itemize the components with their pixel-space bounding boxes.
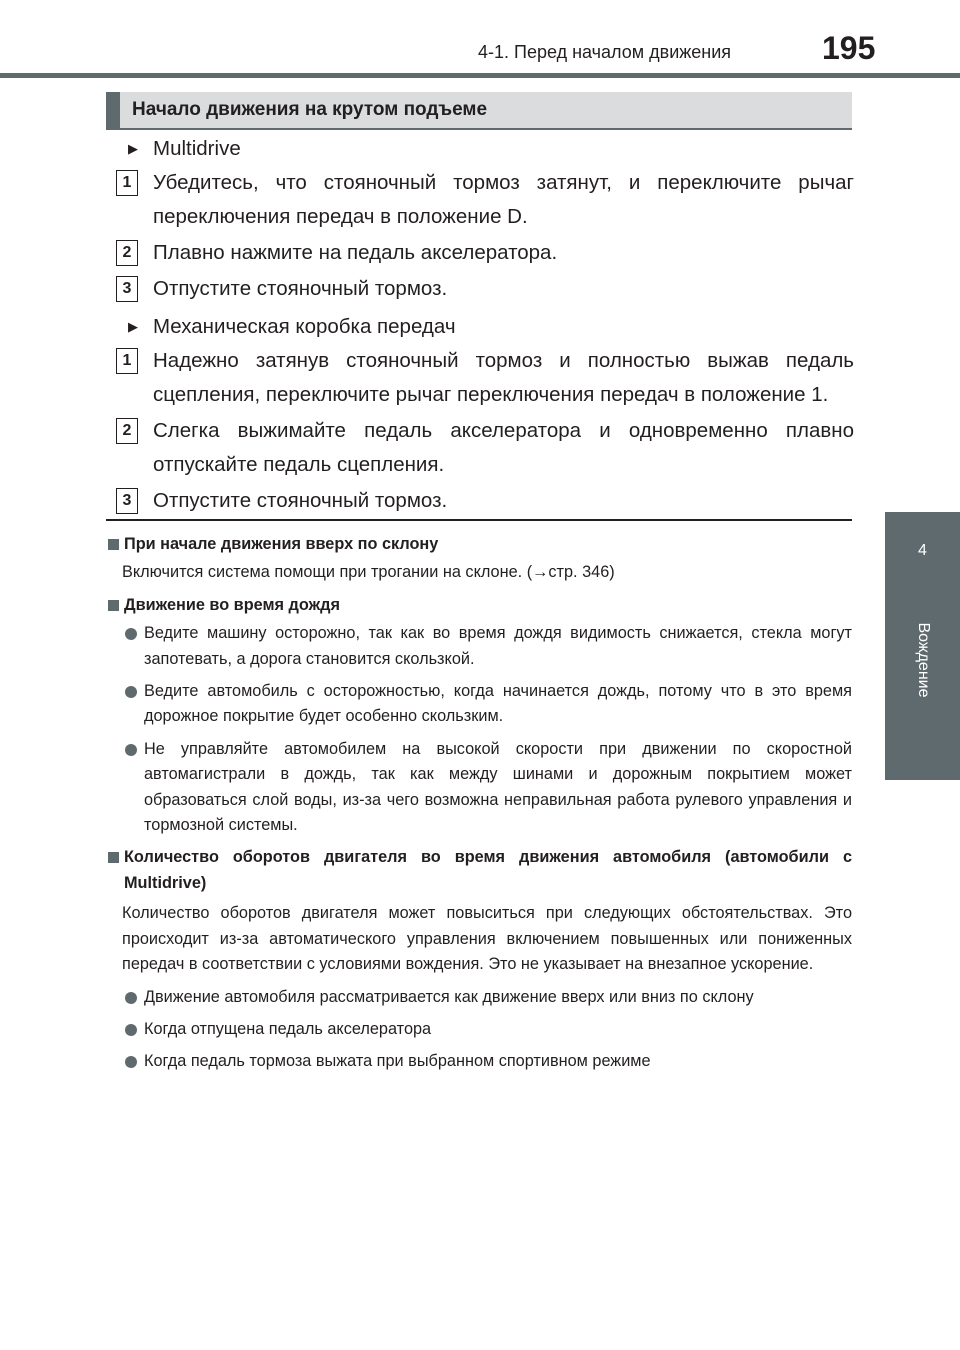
header-section-title: 4-1. Перед началом движения	[478, 42, 732, 62]
step-text: Надежно затянув стояночный тормоз и полностью выжав педаль сцепления, переключите рычаг переключения передач в положение 1.	[153, 349, 854, 406]
step-text: Убедитесь, что стояночный тормоз затянут, и переключите рычаг переключения передач в положение D.	[153, 171, 854, 228]
square-bullet-icon	[108, 539, 119, 550]
note-rpm-title	[108, 845, 852, 896]
bullet-text: Ведите машину осторожно, так как во время дождя видимость снижается, стекла могут запотевать, а дорога становится скользкой.	[144, 624, 852, 668]
chapter-tab	[885, 512, 960, 780]
rpm-bullet-2	[108, 1017, 852, 1042]
bullet-text: Когда отпущена педаль акселератора	[144, 1019, 432, 1038]
rain-bullet-1	[108, 621, 852, 672]
manual-step-3	[108, 484, 854, 518]
triangle-icon: ▶	[128, 319, 138, 334]
bullet-text: Ведите автомобиль с осторожностью, когда начинается дождь, потому что в это время дорожное покрытие будет особенно скользким.	[144, 682, 852, 726]
section-accent	[106, 92, 120, 128]
step-number-badge: 2	[116, 240, 138, 266]
multidrive-step-1	[108, 166, 854, 234]
step-number-badge: 1	[116, 170, 138, 196]
multidrive-step-3	[108, 272, 854, 306]
multidrive-step-2	[108, 236, 854, 270]
step-text: Отпустите стояночный тормоз.	[153, 277, 448, 300]
round-bullet-icon	[125, 686, 137, 698]
steps-block	[108, 134, 854, 518]
note-title-text: Движение во время дождя	[124, 595, 340, 614]
step-number-badge: 1	[116, 348, 138, 374]
step-text: Плавно нажмите на педаль акселератора.	[153, 241, 558, 264]
bullet-text: Когда педаль тормоза выжата при выбранном спортивном режиме	[144, 1052, 651, 1071]
step-text: Слегка выжимайте педаль акселератора и одновременно плавно отпускайте педаль сцепления.	[153, 419, 854, 476]
step-number-badge: 3	[116, 276, 138, 302]
rpm-bullet-1	[108, 985, 852, 1010]
round-bullet-icon	[125, 1024, 137, 1036]
note-rain-title	[108, 593, 852, 618]
multidrive-heading	[108, 134, 854, 164]
header-divider	[0, 73, 960, 78]
chapter-number: 4	[918, 542, 927, 559]
step-number-badge: 2	[116, 418, 138, 444]
chapter-label: Вождение	[914, 622, 932, 698]
round-bullet-icon	[125, 1056, 137, 1068]
manual-heading-text: Механическая коробка передач	[153, 315, 456, 338]
step-number-badge: 3	[116, 488, 138, 514]
round-bullet-icon	[125, 744, 137, 756]
bullet-text: Не управляйте автомобилем на высокой скорости при движении по скоростной автомагистрали в дождь, так как между шинами и дорожным покрытием может образоваться слой воды, из-за чего возможна неправильная работа рулевого управления и тормозной системы.	[144, 739, 852, 835]
note-title-text: При начале движения вверх по склону	[124, 535, 439, 553]
section-title: Начало движения на крутом подъеме	[132, 99, 488, 120]
manual-step-2	[108, 414, 854, 482]
rpm-bullet-3	[108, 1049, 852, 1074]
note-uphill-title	[108, 532, 852, 557]
note-uphill-text: Включится система помощи при трогании на склоне. (→стр. 346)	[122, 563, 615, 582]
square-bullet-icon	[108, 852, 119, 863]
manual-step-1	[108, 344, 854, 412]
notes-block	[108, 532, 852, 1075]
bullet-text: Движение автомобиля рассматривается как движение вверх или вниз по склону	[144, 987, 754, 1006]
manual-heading	[108, 312, 854, 342]
section-title-bar	[106, 92, 852, 130]
rain-bullet-2	[108, 679, 852, 730]
round-bullet-icon	[125, 628, 137, 640]
section-divider	[106, 519, 852, 521]
step-text: Отпустите стояночный тормоз.	[153, 489, 448, 512]
rain-bullet-3	[108, 737, 852, 839]
note-rpm-text: Количество оборотов двигателя может повыситься при следующих обстоятельствах. Это происходит из-за автоматического управления включением повышенных или пониженных передач в соответствии с условиями вождения. Это не указывает на внезапное ускорение.	[122, 904, 852, 974]
triangle-icon: ▶	[128, 141, 138, 156]
multidrive-heading-text: Multidrive	[153, 137, 241, 160]
page-number: 195	[822, 30, 876, 66]
round-bullet-icon	[125, 992, 137, 1004]
square-bullet-icon	[108, 600, 119, 611]
note-title-text: Количество оборотов двигателя во время движения автомобиля (автомобили с Multidrive)	[124, 848, 852, 892]
